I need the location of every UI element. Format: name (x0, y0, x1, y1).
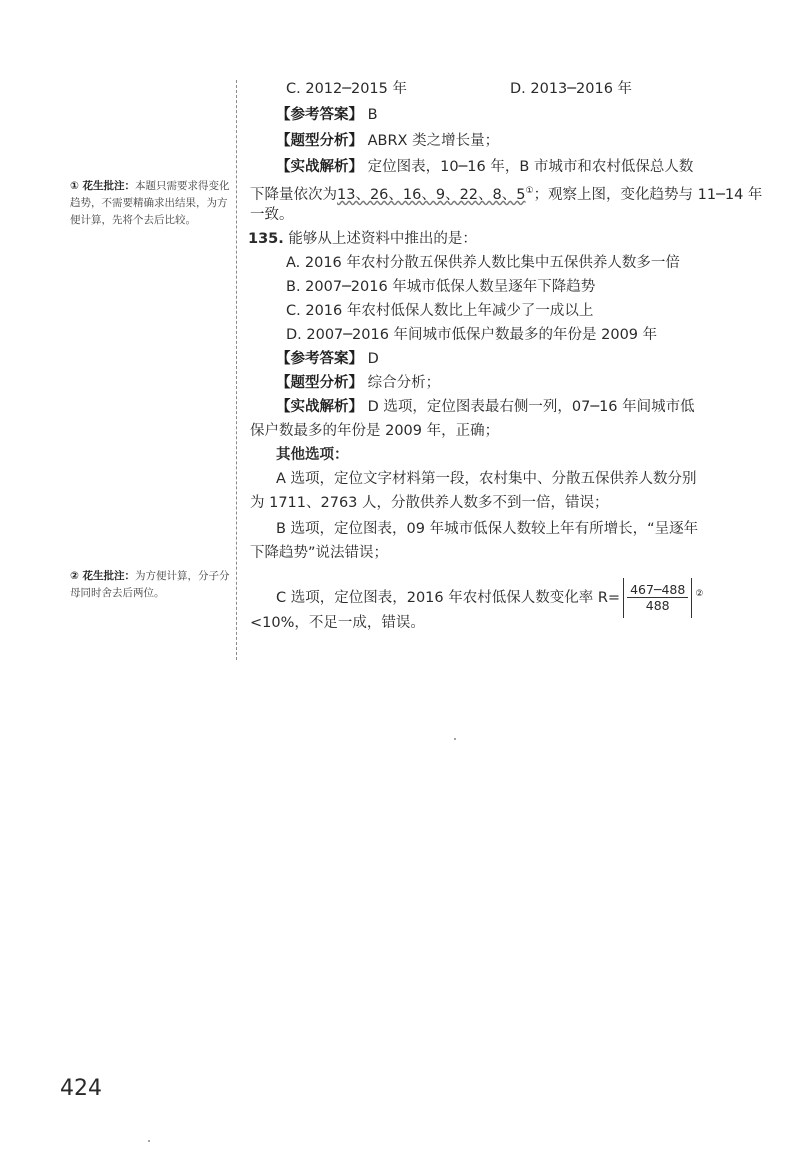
prev-answer-tag: 【参考答案】 (276, 107, 363, 123)
other-c-ref: ② (695, 589, 704, 599)
other-c-line2: <10%，不足一成，错误。 (250, 615, 425, 631)
prev-option-c: C. 2012─2015 年 (286, 81, 407, 97)
fraction-numerator: 467─488 (627, 582, 688, 598)
margin-note-1 (70, 178, 230, 229)
option-b: B. 2007─2016 年城市低保人数呈逐年下降趋势 (286, 279, 596, 295)
scan-speck (148, 1140, 150, 1142)
fraction (627, 582, 688, 613)
prev-type-row (276, 130, 499, 152)
prev-analysis-values: 13、26、16、9、22、8、5 (337, 186, 526, 203)
other-b-line1: B 选项，定位图表，09 年城市低保人数较上年有所增长，“呈逐年 (276, 521, 699, 537)
abs-fraction (620, 578, 695, 618)
other-b-line2: 下降趋势”说法错误； (250, 545, 389, 561)
analysis-line1 (276, 396, 695, 418)
other-a-line2: 为 1711、2763 人，分散供养人数多不到一倍，错误； (250, 495, 609, 511)
prev-answer-value: B (367, 107, 378, 123)
margin-note-2 (70, 568, 230, 602)
prev-analysis-line3: 一致。 (250, 207, 294, 223)
prev-type-tag: 【题型分析】 (276, 133, 363, 149)
page-number: 424 (60, 1076, 102, 1101)
answer-tag: 【参考答案】 (276, 351, 363, 367)
prev-option-d: D. 2013─2016 年 (510, 81, 633, 97)
analysis-text1: D 选项，定位图表最右侧一列，07─16 年间城市低 (367, 399, 695, 415)
margin-note-1-label: ① 花生批注： (70, 180, 136, 192)
other-a-line1: A 选项，定位文字材料第一段，农村集中、分散五保供养人数分别 (276, 471, 697, 487)
prev-analysis-tag: 【实战解析】 (276, 159, 363, 175)
abs-bar-right (691, 578, 692, 618)
analysis-line2: 保户数最多的年份是 2009 年，正确； (250, 423, 500, 439)
answer-value: D (367, 351, 379, 367)
other-options-heading: 其他选项： (276, 447, 349, 463)
answer-row (276, 348, 379, 370)
option-a: A. 2016 年农村分散五保供养人数比集中五保供养人数多一倍 (286, 255, 680, 271)
analysis-tag: 【实战解析】 (276, 399, 363, 415)
question-135-stem (248, 228, 477, 250)
other-c-pre: C 选项，定位图表，2016 年农村低保人数变化率 R= (276, 589, 621, 606)
abs-bar-left (623, 578, 624, 618)
option-d: D. 2007─2016 年间城市低保户数最多的年份是 2009 年 (286, 327, 658, 343)
margin-note-2-text: 为方便计算，分子分母同时舍去后两位。 (70, 570, 230, 599)
prev-analysis-line2 (250, 180, 762, 206)
prev-analysis-post: ；观察上图，变化趋势与 11─14 年 (533, 186, 763, 203)
prev-analysis-line1 (276, 156, 693, 178)
prev-answer-row (276, 104, 378, 126)
type-tag: 【题型分析】 (276, 375, 363, 391)
scan-speck (454, 738, 456, 740)
question-number: 135. (248, 231, 284, 247)
question-stem: 能够从上述资料中推出的是： (288, 231, 477, 247)
type-row (276, 372, 440, 394)
prev-analysis-ref: ① (525, 186, 534, 196)
margin-divider (236, 80, 237, 660)
fraction-denominator: 488 (645, 598, 670, 614)
type-value: 综合分析； (367, 375, 441, 391)
margin-note-1-text: 本题只需要求得变化趋势，不需要精确求出结果，为方便计算，先将个去后比较。 (70, 180, 230, 226)
prev-analysis-pre: 下降量依次为 (250, 186, 337, 203)
option-c: C. 2016 年农村低保人数比上年减少了一成以上 (286, 303, 594, 319)
margin-note-2-label: ② 花生批注： (70, 570, 136, 582)
prev-type-value: ABRX 类之增长量； (367, 133, 500, 149)
prev-analysis-text1: 定位图表，10─16 年，B 市城市和农村低保总人数 (367, 159, 694, 175)
